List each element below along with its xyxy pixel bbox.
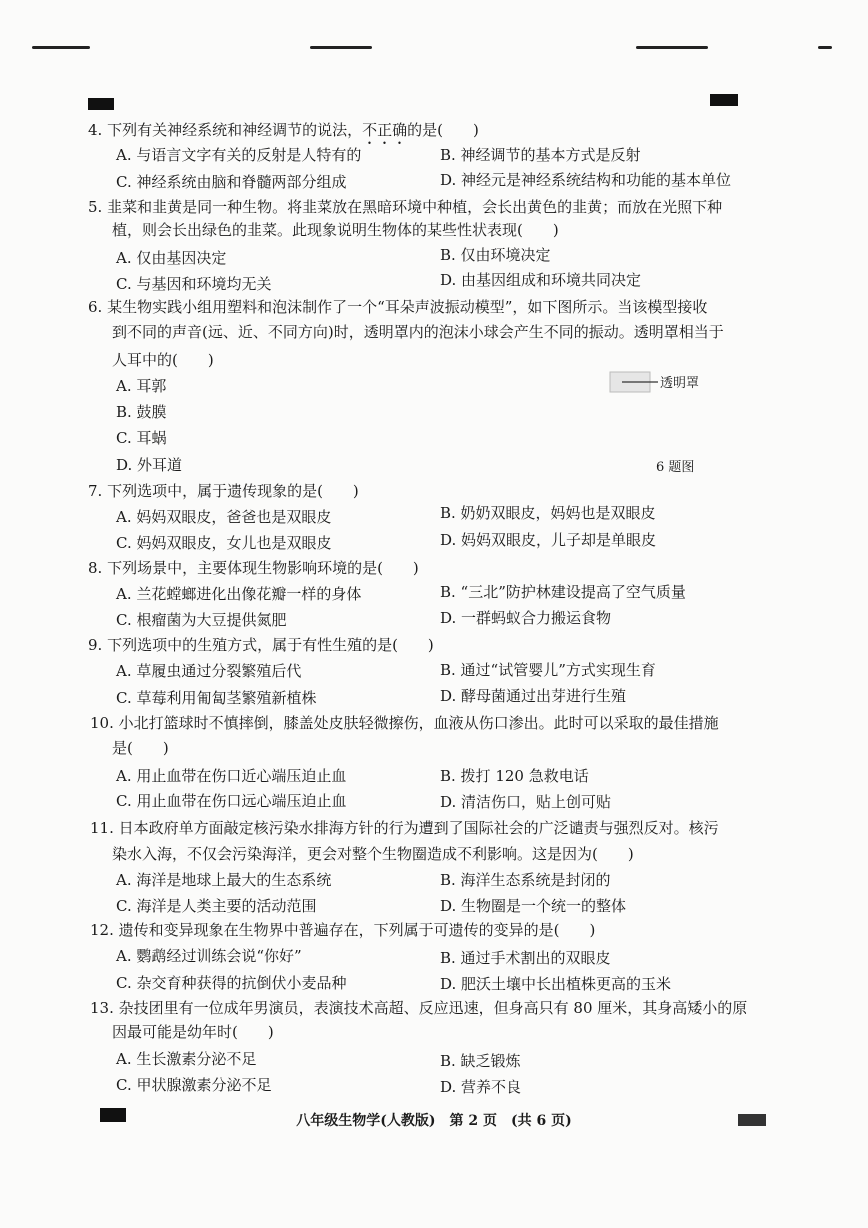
figure-label: 透明罩	[660, 376, 700, 391]
question-11-option-d: D. 生物圈是一个统一的整体	[440, 897, 627, 915]
question-10-option-d: D. 清洁伤口，贴上创可贴	[440, 793, 612, 811]
question-7-stem: 7. 下列选项中，属于遗传现象的是( )	[88, 482, 359, 500]
question-6-stem: 6. 某生物实践小组用塑料和泡沫制作了一个“耳朵声波振动模型”，如下图所示。当该模型接收	[88, 298, 708, 316]
question-6-option-a: A. 耳郭	[116, 377, 167, 395]
question-9-option-d: D. 酵母菌通过出芽进行生殖	[440, 687, 627, 705]
scan-edge-line	[636, 46, 708, 49]
question-10-option-b: B. 拨打 120 急救电话	[440, 767, 589, 785]
question-8-stem: 8. 下列场景中，主要体现生物影响环境的是( )	[88, 559, 419, 577]
question-12-option-b: B. 通过手术割出的双眼皮	[440, 949, 611, 967]
question-13-option-a: A. 生长激素分泌不足	[116, 1050, 257, 1068]
question-9-option-a: A. 草履虫通过分裂繁殖后代	[116, 662, 302, 680]
question-8-option-d: D. 一群蚂蚁合力搬运食物	[440, 609, 612, 627]
question-10-option-a: A. 用止血带在伤口近心端压迫止血	[116, 767, 347, 785]
question-10-stem: 10. 小北打篮球时不慎摔倒，膝盖处皮肤轻微擦伤，血液从伤口渗出。此时可以采取的最佳措施	[90, 714, 719, 732]
question-13-option-b: B. 缺乏锻炼	[440, 1052, 521, 1070]
question-10-stem-cont: 是( )	[112, 739, 169, 757]
question-7-option-c: C. 妈妈双眼皮，女儿也是双眼皮	[116, 534, 332, 552]
question-11-option-a: A. 海洋是地球上最大的生态系统	[116, 871, 332, 889]
question-8-option-b: B. “三北”防护林建设提高了空气质量	[440, 583, 686, 601]
question-5-stem: 5. 韭菜和韭黄是同一种生物。将韭菜放在黑暗环境中种植，会长出黄色的韭黄；而放在光照下种	[88, 198, 723, 216]
question-5-option-c: C. 与基因和环境均无关	[116, 275, 272, 293]
question-12-stem: 12. 遗传和变异现象在生物界中普遍存在，下列属于可遗传的变异的是( )	[90, 921, 596, 939]
question-11-option-c: C. 海洋是人类主要的活动范围	[116, 897, 317, 915]
question-9-option-b: B. 通过“试管婴儿”方式实现生育	[440, 661, 656, 679]
question-12-option-d: D. 肥沃土壤中长出植株更高的玉米	[440, 975, 672, 993]
question-7-option-d: D. 妈妈双眼皮，儿子却是单眼皮	[440, 531, 657, 549]
question-13-stem: 13. 杂技团里有一位成年男演员，表演技术高超、反应迅速，但身高只有 80 厘米，其身高矮小的原	[90, 999, 748, 1017]
scan-edge-line	[310, 46, 372, 49]
question-8-option-a: A. 兰花螳螂进化出像花瓣一样的身体	[116, 585, 362, 603]
question-4-stem: 4. 下列有关神经系统和神经调节的说法，不正确的是( )	[88, 121, 479, 139]
question-6-stem-cont: 到不同的声音(远、近、不同方向)时，透明罩内的泡沫小球会产生不同的振动。透明罩相当于	[112, 323, 724, 341]
question-11-stem: 11. 日本政府单方面敲定核污染水排海方针的行为遭到了国际社会的广泛谴责与强烈反对。核污	[90, 819, 719, 837]
question-4-option-a: A. 与语言文字有关的反射是人特有的	[116, 146, 362, 164]
question-4-option-c: C. 神经系统由脑和脊髓两部分组成	[116, 173, 347, 191]
question-11-stem-cont: 染水入海，不仅会污染海洋，更会对整个生物圈造成不利影响。这是因为( )	[112, 845, 634, 863]
question-5-stem-cont: 植，则会长出绿色的韭菜。此现象说明生物体的某些性状表现( )	[112, 221, 559, 239]
page-footer: 八年级生物学(人教版) 第 2 页 (共 6 页)	[296, 1113, 572, 1129]
question-6-option-c: C. 耳蜗	[116, 429, 167, 447]
question-9-stem: 9. 下列选项中的生殖方式，属于有性生殖的是( )	[88, 636, 434, 654]
question-6-option-b: B. 鼓膜	[116, 403, 167, 421]
question-5-option-d: D. 由基因组成和环境共同决定	[440, 271, 642, 289]
question-7-option-b: B. 奶奶双眼皮，妈妈也是双眼皮	[440, 504, 656, 522]
question-9-option-c: C. 草莓利用匍匐茎繁殖新植株	[116, 689, 317, 707]
question-7-option-a: A. 妈妈双眼皮，爸爸也是双眼皮	[116, 508, 332, 526]
question-13-stem-cont: 因最可能是幼年时( )	[112, 1023, 274, 1041]
scan-edge-line	[818, 46, 832, 49]
registration-mark	[710, 94, 738, 106]
question-11-option-b: B. 海洋生态系统是封闭的	[440, 871, 611, 889]
emphasis-text: 不正确	[362, 121, 408, 139]
question-13-option-c: C. 甲状腺激素分泌不足	[116, 1076, 272, 1094]
question-12-option-c: C. 杂交育种获得的抗倒伏小麦品种	[116, 974, 347, 992]
question-4-option-d: D. 神经元是神经系统结构和功能的基本单位	[440, 171, 732, 189]
question-8-option-c: C. 根瘤菌为大豆提供氮肥	[116, 611, 287, 629]
scan-edge-line	[32, 46, 90, 49]
ear-model-figure	[606, 370, 718, 396]
question-5-option-a: A. 仅由基因决定	[116, 249, 227, 267]
figure-caption: 6 题图	[656, 460, 695, 475]
question-5-option-b: B. 仅由环境决定	[440, 246, 551, 264]
question-12-option-a: A. 鹦鹉经过训练会说“你好”	[116, 947, 302, 965]
question-6-option-d: D. 外耳道	[116, 456, 183, 474]
question-13-option-d: D. 营养不良	[440, 1078, 522, 1096]
question-10-option-c: C. 用止血带在伤口远心端压迫止血	[116, 792, 347, 810]
registration-mark	[88, 98, 114, 110]
question-6-stem-cont2: 人耳中的( )	[112, 351, 214, 369]
question-4-option-b: B. 神经调节的基本方式是反射	[440, 146, 641, 164]
